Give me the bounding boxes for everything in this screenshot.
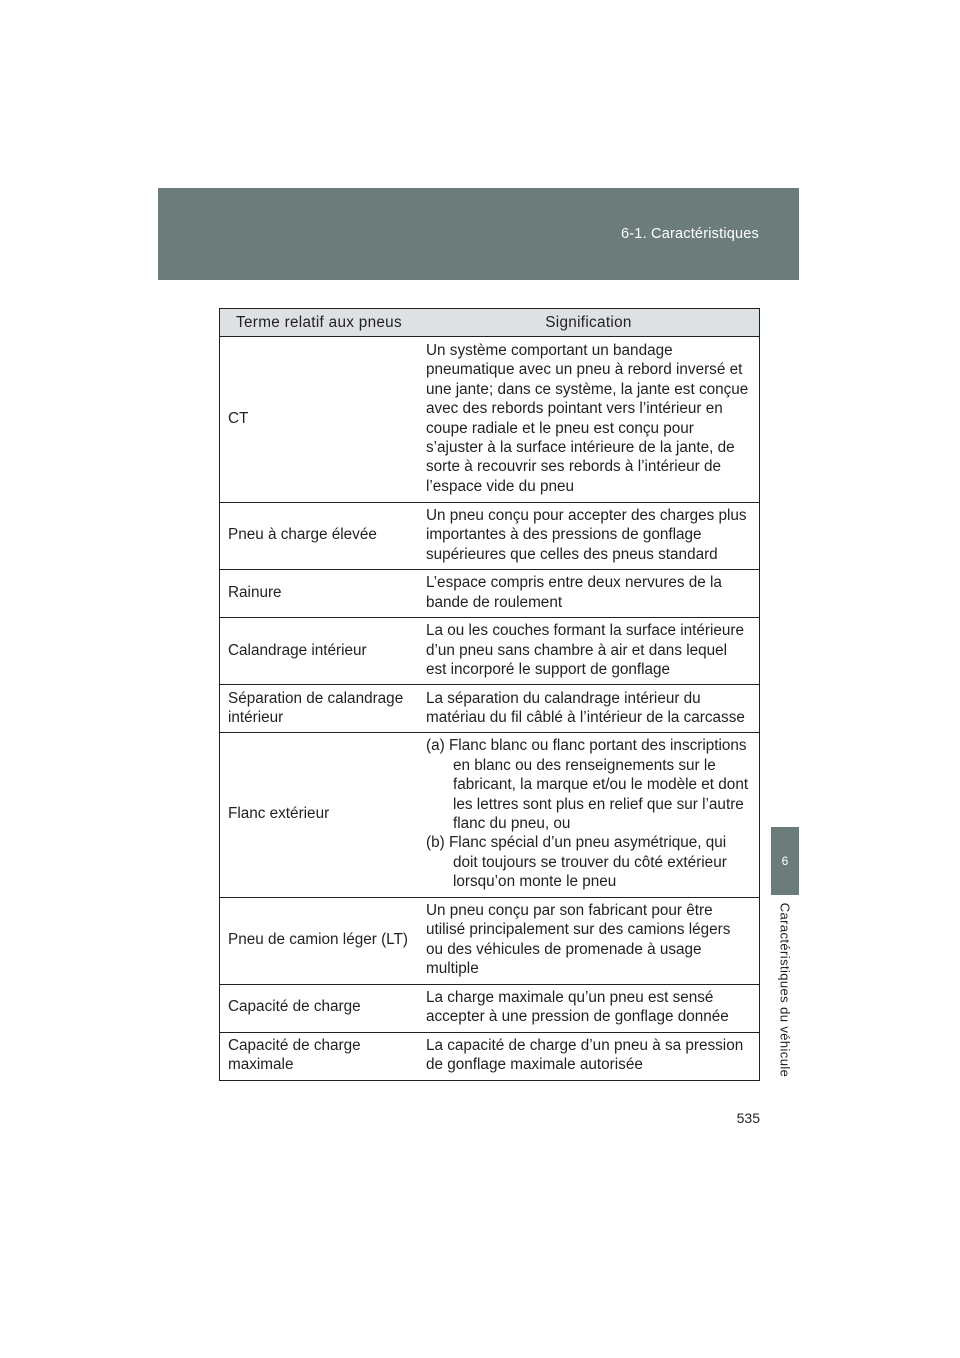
table-row xyxy=(220,897,760,984)
table-row xyxy=(220,1032,760,1080)
meaning-cell: Un système comportant un bandage pneumatique avec un pneu à rebord inversé et une jante; dans ce système, la jante est conçue avec des rebords pointant vers l’intérieur en coupe radiale et le pneu est conçu pour s’ajuster à la surface intérieure de la jante, de sorte à recouvrir ses rebords à l’intérieur de l’espace vide du pneu xyxy=(418,337,760,503)
table-row xyxy=(220,337,760,503)
meaning-cell: La séparation du calandrage intérieur du matériau du fil câblé à l’intérieur de la carcasse xyxy=(418,685,760,733)
term-cell: Capacité de charge maximale xyxy=(220,1032,419,1080)
table-row xyxy=(220,984,760,1032)
meaning-cell: La charge maximale qu’un pneu est sensé accepter à une pression de gonflage donnée xyxy=(418,984,760,1032)
table-row xyxy=(220,618,760,685)
column-header-meaning: Signification xyxy=(418,309,760,337)
meaning-cell xyxy=(418,733,760,897)
section-title: 6-1. Caractéristiques xyxy=(621,226,759,242)
term-cell: Pneu de camion léger (LT) xyxy=(220,897,419,984)
table-row xyxy=(220,685,760,733)
term-cell: Pneu à charge élevée xyxy=(220,503,419,570)
table-row xyxy=(220,570,760,618)
term-cell: Flanc extérieur xyxy=(220,733,419,897)
chapter-tab xyxy=(771,827,799,895)
meaning-list-item: (b) Flanc spécial d’un pneu asymétrique, qui doit toujours se trouver du côté extérieur lorsqu’on monte le pneu xyxy=(426,834,727,891)
meaning-cell: Un pneu conçu pour accepter des charges plus importantes à des pressions de gonflage supérieures que celles des pneus standard xyxy=(418,503,760,570)
term-cell: Séparation de calandrage intérieur xyxy=(220,685,419,733)
term-cell: Rainure xyxy=(220,570,419,618)
term-cell: Capacité de charge xyxy=(220,984,419,1032)
chapter-label: Caractéristiques du véhicule xyxy=(777,902,793,1078)
meaning-list-item: (a) Flanc blanc ou flanc portant des inscriptions en blanc ou des renseignements sur le fabricant, la marque et/ou le modèle et dont les lettres sont plus en relief que sur l’autre flanc du pneu, ou xyxy=(426,737,749,833)
tire-terms-table xyxy=(219,308,760,1081)
term-cell: CT xyxy=(220,337,419,503)
meaning-cell: Un pneu conçu par son fabricant pour être utilisé principalement sur des camions légers ou des véhicules de promenade à usage multiple xyxy=(418,897,760,984)
page-number: 535 xyxy=(736,1110,760,1126)
term-cell: Calandrage intérieur xyxy=(220,618,419,685)
table-row xyxy=(220,503,760,570)
table-header-row xyxy=(220,309,760,337)
column-header-term: Terme relatif aux pneus xyxy=(220,309,419,337)
chapter-number: 6 xyxy=(781,854,789,868)
meaning-cell: La ou les couches formant la surface intérieure d’un pneu sans chambre à air et dans lequel est incorporé le support de gonflage xyxy=(418,618,760,685)
meaning-cell: L’espace compris entre deux nervures de la bande de roulement xyxy=(418,570,760,618)
meaning-cell: La capacité de charge d’un pneu à sa pression de gonflage maximale autorisée xyxy=(418,1032,760,1080)
header-band xyxy=(158,188,799,280)
table-row xyxy=(220,733,760,897)
